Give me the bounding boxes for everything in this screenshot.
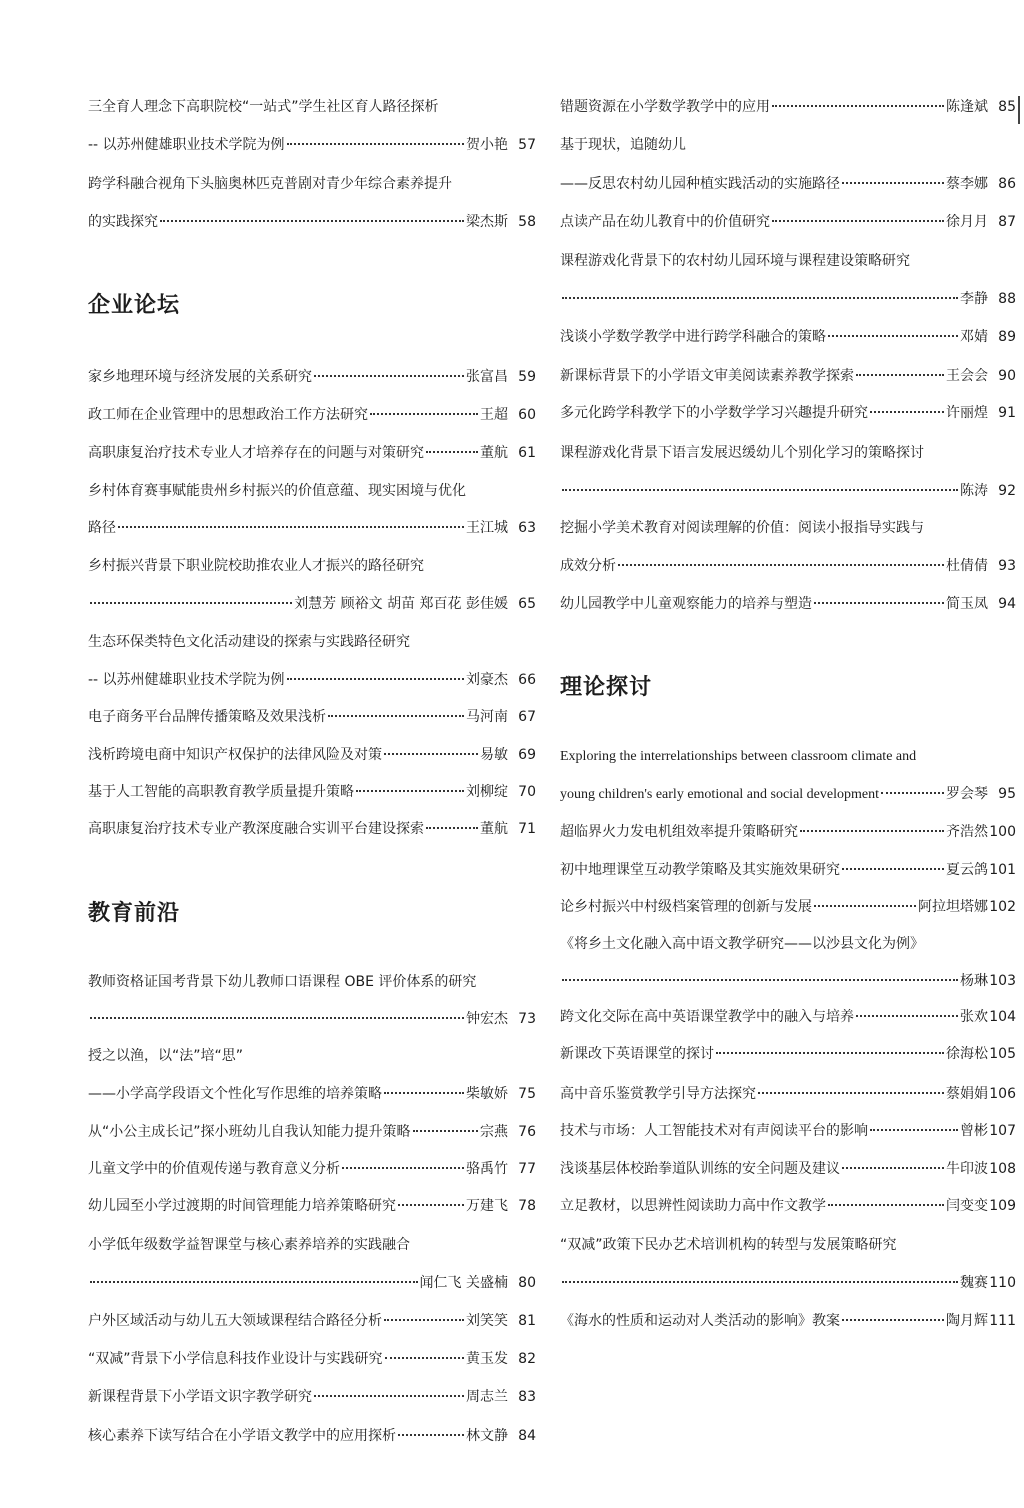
entry-title: 立足教材，以思辨性阅读助力高中作文教学 xyxy=(560,1198,826,1214)
entry-title: 《海水的性质和运动对人类活动的影响》教案 xyxy=(560,1313,840,1329)
dot-leader xyxy=(370,413,478,415)
entry-author: 马河南 xyxy=(466,709,508,725)
entry-page: 94 xyxy=(998,596,1016,612)
dot-leader xyxy=(314,375,464,377)
toc-entry xyxy=(88,1271,536,1295)
entry-author: 周志兰 xyxy=(466,1389,508,1405)
toc-entry xyxy=(560,401,1016,425)
dot-leader xyxy=(814,905,916,907)
toc-entry xyxy=(88,95,536,119)
toc-entry xyxy=(88,172,536,196)
entry-page: 71 xyxy=(518,821,536,837)
entry-page: 84 xyxy=(518,1428,536,1444)
entry-author: 陈逢斌 xyxy=(946,99,988,115)
toc-entry xyxy=(560,820,1016,844)
entry-author: 牛印波 xyxy=(946,1161,988,1177)
entry-title: 基于人工智能的高职教育教学质量提升策略 xyxy=(88,784,354,800)
toc-entry xyxy=(88,1424,536,1448)
dot-leader xyxy=(384,1092,464,1094)
dot-leader xyxy=(426,451,478,453)
toc-entry xyxy=(560,895,1016,919)
entry-author: 刘笑笑 xyxy=(466,1313,508,1329)
dot-leader xyxy=(772,105,944,107)
dot-leader xyxy=(384,753,478,755)
dot-leader xyxy=(287,678,464,680)
entry-author: 刘慧芳 顾裕文 胡苗 郑百花 彭佳媛 xyxy=(294,596,508,612)
toc-entry xyxy=(560,554,1016,578)
entry-author: 蔡李娜 xyxy=(946,176,988,192)
dot-leader xyxy=(618,564,944,566)
entry-title: 新课改下英语课堂的探讨 xyxy=(560,1046,714,1062)
entry-author: 杜倩倩 xyxy=(946,558,988,574)
entry-page: 61 xyxy=(518,445,536,461)
entry-page: 95 xyxy=(998,786,1016,802)
entry-author: 罗会琴 xyxy=(946,786,988,802)
entry-title: 跨学科融合视角下头脑奥林匹克普剧对青少年综合素养提升 xyxy=(88,176,452,192)
entry-author: 齐浩然 xyxy=(946,824,988,840)
dot-leader xyxy=(828,1204,944,1206)
toc-entry xyxy=(88,554,536,578)
entry-title: 初中地理课堂互动教学策略及其实施效果研究 xyxy=(560,862,840,878)
entry-page: 101 xyxy=(989,862,1016,878)
dot-leader xyxy=(426,827,478,829)
entry-title: 浅谈小学数学教学中进行跨学科融合的策略 xyxy=(560,329,826,345)
entry-author: 蔡娟娟 xyxy=(946,1086,988,1102)
toc-entry xyxy=(88,479,536,503)
toc-entry xyxy=(560,1082,1016,1106)
dot-leader xyxy=(160,220,464,222)
entry-page: 58 xyxy=(518,214,536,230)
toc-entry xyxy=(560,592,1016,616)
entry-page: 69 xyxy=(518,747,536,763)
entry-title: 乡村振兴背景下职业院校助推农业人才振兴的路径研究 xyxy=(88,558,424,574)
dot-leader xyxy=(328,715,464,717)
entry-author: 杨琳 xyxy=(960,973,988,989)
entry-title: 高中音乐鉴赏教学引导方法探究 xyxy=(560,1086,756,1102)
entry-author: 董航 xyxy=(480,821,508,837)
toc-entry xyxy=(560,1005,1016,1029)
toc-entry xyxy=(560,516,1016,540)
dot-leader xyxy=(562,489,958,491)
entry-title: 儿童文学中的价值观传递与教育意义分析 xyxy=(88,1161,340,1177)
entry-page: 87 xyxy=(998,214,1016,230)
toc-entry xyxy=(560,969,1016,993)
entry-author: 易敏 xyxy=(480,747,508,763)
toc-entry xyxy=(560,172,1016,196)
entry-page: 92 xyxy=(998,483,1016,499)
entry-title: “双减”背景下小学信息科技作业设计与实践研究 xyxy=(88,1351,383,1367)
toc-entry xyxy=(560,287,1016,311)
entry-author: 许丽煌 xyxy=(946,405,988,421)
section-heading: 企业论坛 xyxy=(88,293,181,318)
dot-leader xyxy=(398,1434,464,1436)
toc-entry xyxy=(88,970,536,994)
toc-entry xyxy=(88,817,536,841)
section-heading: 教育前沿 xyxy=(88,901,181,926)
entry-page: 89 xyxy=(998,329,1016,345)
entry-title: 小学低年级数学益智课堂与核心素养培养的实践融合 xyxy=(88,1237,410,1253)
entry-author: 徐月月 xyxy=(946,214,988,230)
entry-page: 104 xyxy=(989,1009,1016,1025)
toc-entry xyxy=(88,668,536,692)
entry-author: 刘豪杰 xyxy=(466,672,508,688)
entry-title: 乡村体育赛事赋能贵州乡村振兴的价值意蕴、现实困境与优化 xyxy=(88,483,466,499)
entry-title: Exploring the interrelationships between classroom climate and xyxy=(560,749,917,764)
dot-leader xyxy=(287,143,464,145)
entry-title: 政工师在企业管理中的思想政治工作方法研究 xyxy=(88,407,368,423)
entry-title: 户外区域活动与幼儿五大领域课程结合路径分析 xyxy=(88,1313,382,1329)
entry-page: 81 xyxy=(518,1313,536,1329)
entry-title: 教师资格证国考背景下幼儿教师口语课程 OBE 评价体系的研究 xyxy=(88,974,477,990)
toc-entry xyxy=(88,592,536,616)
toc-entry xyxy=(88,1044,536,1068)
entry-title: 幼儿园教学中儿童观察能力的培养与塑造 xyxy=(560,596,812,612)
dot-leader xyxy=(385,1357,464,1359)
entry-author: 刘柳绽 xyxy=(466,784,508,800)
entry-title: 核心素养下读写结合在小学语文教学中的应用探析 xyxy=(88,1428,396,1444)
entry-title: 基于现状，追随幼儿 xyxy=(560,137,686,153)
entry-author: 李静 xyxy=(960,291,988,307)
entry-author: 黄玉发 xyxy=(466,1351,508,1367)
toc-entry xyxy=(560,1309,1016,1333)
entry-title: 浅谈基层体校跆拳道队训练的安全问题及建议 xyxy=(560,1161,840,1177)
entry-page: 109 xyxy=(989,1198,1016,1214)
entry-title: 新课标背景下的小学语文审美阅读素养教学探索 xyxy=(560,368,854,384)
dot-leader xyxy=(842,868,944,870)
dot-leader xyxy=(881,792,944,794)
dot-leader xyxy=(828,335,958,337)
entry-title: 课程游戏化背景下的农村幼儿园环境与课程建设策略研究 xyxy=(560,253,910,269)
toc-entry xyxy=(88,516,536,540)
entry-title: 跨文化交际在高中英语课堂教学中的融入与培养 xyxy=(560,1009,854,1025)
toc-entry xyxy=(88,1120,536,1144)
dot-leader xyxy=(772,220,944,222)
entry-title: 论乡村振兴中村级档案管理的创新与发展 xyxy=(560,899,812,915)
entry-title: 幼儿园至小学过渡期的时间管理能力培养策略研究 xyxy=(88,1198,396,1214)
dot-leader xyxy=(856,374,944,376)
toc-entry xyxy=(88,1347,536,1371)
margin-bar xyxy=(1018,96,1020,124)
dot-leader xyxy=(562,979,958,981)
entry-title: 《将乡土文化融入高中语文教学研究——以沙县文化为例》 xyxy=(560,936,924,952)
entry-page: 66 xyxy=(518,672,536,688)
entry-page: 60 xyxy=(518,407,536,423)
entry-page: 85 xyxy=(998,99,1016,115)
toc-entry xyxy=(88,743,536,767)
entry-page: 77 xyxy=(518,1161,536,1177)
entry-title: 授之以渔，以“法”培“思” xyxy=(88,1048,244,1064)
entry-title: ——反思农村幼儿园种植实践活动的实施路径 xyxy=(560,176,840,192)
toc-entry xyxy=(560,932,1016,956)
entry-page: 107 xyxy=(989,1123,1016,1139)
entry-page: 78 xyxy=(518,1198,536,1214)
entry-title: “双减”政策下民办艺术培训机构的转型与发展策略研究 xyxy=(560,1237,897,1253)
toc-entry xyxy=(560,133,1016,157)
toc-entry xyxy=(560,1042,1016,1066)
entry-page: 65 xyxy=(518,596,536,612)
entry-author: 闫变变 xyxy=(946,1198,988,1214)
entry-page: 108 xyxy=(989,1161,1016,1177)
entry-title: 路径 xyxy=(88,520,116,536)
toc-entry xyxy=(560,1194,1016,1218)
entry-title: 错题资源在小学数学教学中的应用 xyxy=(560,99,770,115)
entry-author: 陈涛 xyxy=(960,483,988,499)
entry-page: 70 xyxy=(518,784,536,800)
entry-page: 110 xyxy=(989,1275,1016,1291)
entry-title: 从“小公主成长记”探小班幼儿自我认知能力提升策略 xyxy=(88,1124,411,1140)
entry-title: 的实践探究 xyxy=(88,214,158,230)
toc-entry xyxy=(88,210,536,234)
entry-title: 高职康复治疗技术专业产教深度融合实训平台建设探索 xyxy=(88,821,424,837)
entry-author: 万建飞 xyxy=(466,1198,508,1214)
dot-leader xyxy=(384,1319,464,1321)
dot-leader xyxy=(758,1092,944,1094)
toc-entry xyxy=(88,1194,536,1218)
entry-author: 梁杰斯 xyxy=(466,214,508,230)
entry-title: 技术与市场：人工智能技术对有声阅读平台的影响 xyxy=(560,1123,868,1139)
dot-leader xyxy=(413,1130,478,1132)
entry-page: 111 xyxy=(989,1313,1016,1329)
entry-title: 浅析跨境电商中知识产权保护的法律风险及对策 xyxy=(88,747,382,763)
entry-author: 张欢 xyxy=(960,1009,988,1025)
entry-page: 88 xyxy=(998,291,1016,307)
dot-leader xyxy=(398,1204,464,1206)
entry-page: 86 xyxy=(998,176,1016,192)
entry-page: 90 xyxy=(998,368,1016,384)
dot-leader xyxy=(118,526,464,528)
entry-author: 王江城 xyxy=(466,520,508,536)
entry-title: 高职康复治疗技术专业人才培养存在的问题与对策研究 xyxy=(88,445,424,461)
toc-entry xyxy=(88,630,536,654)
dot-leader xyxy=(870,1129,958,1131)
entry-page: 91 xyxy=(998,405,1016,421)
toc-entry xyxy=(88,705,536,729)
toc-entry xyxy=(560,1157,1016,1181)
entry-author: 夏云鸽 xyxy=(946,862,988,878)
entry-title: 课程游戏化背景下语言发展迟缓幼儿个别化学习的策略探讨 xyxy=(560,445,924,461)
entry-page: 105 xyxy=(989,1046,1016,1062)
entry-author: 宗燕 xyxy=(480,1124,508,1140)
toc-entry xyxy=(88,133,536,157)
entry-title: 三全育人理念下高职院校“一站式”学生社区育人路径探析 xyxy=(88,99,439,115)
toc-entry xyxy=(560,249,1016,273)
entry-page: 59 xyxy=(518,369,536,385)
dot-leader xyxy=(342,1167,464,1169)
entry-title: 生态环保类特色文化活动建设的探索与实践路径研究 xyxy=(88,634,410,650)
toc-entry xyxy=(88,1309,536,1333)
entry-author: 王会会 xyxy=(946,368,988,384)
entry-author: 林文静 xyxy=(466,1428,508,1444)
dot-leader xyxy=(90,602,292,604)
toc-entry xyxy=(88,441,536,465)
entry-author: 骆禹竹 xyxy=(466,1161,508,1177)
entry-page: 82 xyxy=(518,1351,536,1367)
toc-entry xyxy=(560,1119,1016,1143)
toc-entry xyxy=(88,403,536,427)
toc-entry xyxy=(88,1007,536,1031)
toc-entry xyxy=(560,325,1016,349)
entry-page: 93 xyxy=(998,558,1016,574)
dot-leader xyxy=(562,297,958,299)
entry-title: 挖掘小学美术教育对阅读理解的价值：阅读小报指导实践与 xyxy=(560,520,924,536)
toc-entry xyxy=(88,1385,536,1409)
toc-entry xyxy=(88,780,536,804)
toc-entry xyxy=(88,1157,536,1181)
entry-page: 100 xyxy=(989,824,1016,840)
entry-page: 73 xyxy=(518,1011,536,1027)
toc-entry xyxy=(560,1271,1016,1295)
dot-leader xyxy=(314,1395,464,1397)
toc-entry xyxy=(560,782,1016,806)
entry-title: 电子商务平台品牌传播策略及效果浅析 xyxy=(88,709,326,725)
toc-entry xyxy=(560,479,1016,503)
entry-page: 67 xyxy=(518,709,536,725)
entry-title: 点读产品在幼儿教育中的价值研究 xyxy=(560,214,770,230)
entry-author: 董航 xyxy=(480,445,508,461)
entry-author: 张富昌 xyxy=(466,369,508,385)
toc-entry xyxy=(560,210,1016,234)
dot-leader xyxy=(562,1281,958,1283)
entry-title: young children's early emotional and social development xyxy=(560,787,879,802)
dot-leader xyxy=(716,1052,944,1054)
dot-leader xyxy=(814,602,944,604)
toc-entry xyxy=(560,441,1016,465)
entry-title: 多元化跨学科教学下的小学数学学习兴趣提升研究 xyxy=(560,405,868,421)
entry-author: 钟宏杰 xyxy=(466,1011,508,1027)
entry-page: 63 xyxy=(518,520,536,536)
entry-page: 103 xyxy=(989,973,1016,989)
toc-entry xyxy=(560,364,1016,388)
toc-entry xyxy=(88,1082,536,1106)
dot-leader xyxy=(842,1319,944,1321)
entry-title: 新课程背景下小学语文识字教学研究 xyxy=(88,1389,312,1405)
dot-leader xyxy=(356,790,464,792)
toc-entry xyxy=(560,95,1016,119)
entry-title: 超临界火力发电机组效率提升策略研究 xyxy=(560,824,798,840)
dot-leader xyxy=(856,1015,958,1017)
entry-page: 57 xyxy=(518,137,536,153)
entry-author: 闻仁飞 关盛楠 xyxy=(419,1275,508,1291)
toc-entry xyxy=(560,1233,1016,1257)
toc-entry xyxy=(88,1233,536,1257)
entry-page: 106 xyxy=(989,1086,1016,1102)
toc-entry xyxy=(560,858,1016,882)
entry-title: -- 以苏州健雄职业技术学院为例 xyxy=(88,137,285,153)
entry-page: 80 xyxy=(518,1275,536,1291)
entry-title: -- 以苏州健雄职业技术学院为例 xyxy=(88,672,285,688)
entry-author: 柴敏娇 xyxy=(466,1086,508,1102)
entry-author: 简玉凤 xyxy=(946,596,988,612)
dot-leader xyxy=(842,1167,944,1169)
entry-author: 邓婧 xyxy=(960,329,988,345)
entry-page: 83 xyxy=(518,1389,536,1405)
entry-author: 王超 xyxy=(480,407,508,423)
entry-author: 曾彬 xyxy=(960,1123,988,1139)
toc-entry xyxy=(560,744,1016,768)
entry-author: 徐海松 xyxy=(946,1046,988,1062)
entry-author: 阿拉坦塔娜 xyxy=(918,899,988,915)
entry-page: 76 xyxy=(518,1124,536,1140)
dot-leader xyxy=(870,411,944,413)
section-heading: 理论探讨 xyxy=(560,675,653,700)
entry-author: 魏赛 xyxy=(960,1275,988,1291)
dot-leader xyxy=(842,182,944,184)
toc-entry xyxy=(88,365,536,389)
dot-leader xyxy=(90,1017,464,1019)
entry-author: 贺小艳 xyxy=(466,137,508,153)
dot-leader xyxy=(800,830,944,832)
entry-page: 102 xyxy=(989,899,1016,915)
entry-author: 陶月辉 xyxy=(946,1313,988,1329)
entry-title: 成效分析 xyxy=(560,558,616,574)
entry-title: ——小学高学段语文个性化写作思维的培养策略 xyxy=(88,1086,382,1102)
entry-title: 家乡地理环境与经济发展的关系研究 xyxy=(88,369,312,385)
dot-leader xyxy=(90,1281,418,1283)
entry-page: 75 xyxy=(518,1086,536,1102)
